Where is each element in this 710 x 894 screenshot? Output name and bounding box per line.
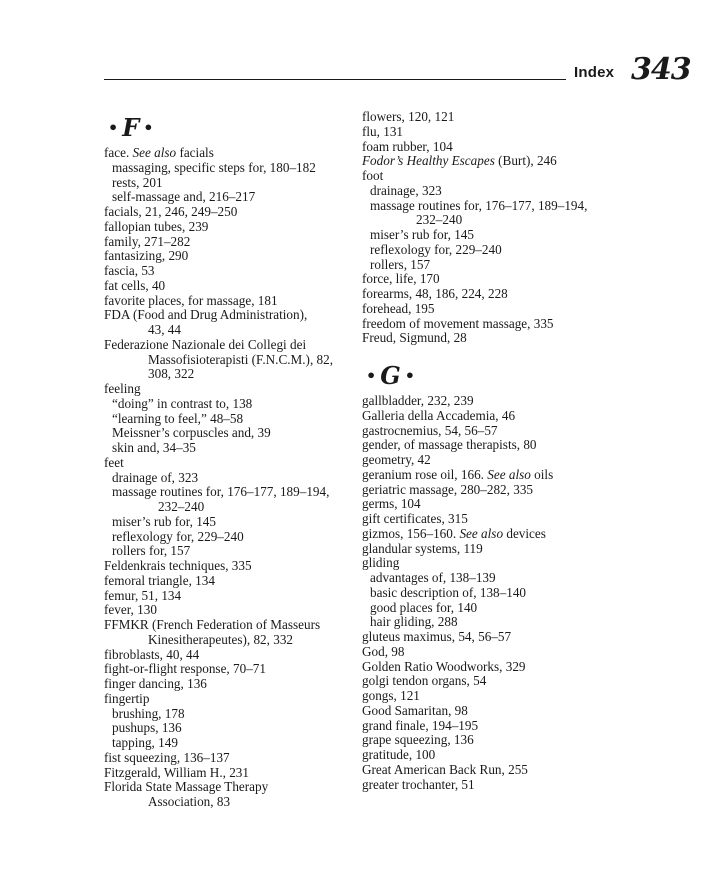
entry-text: fat cells, 40 (104, 277, 166, 293)
entry-text: miser’s rub for, 145 (112, 513, 216, 529)
entry-text: Freud, Sigmund, 28 (362, 330, 467, 346)
index-entry (362, 512, 627, 527)
index-entry (104, 249, 369, 264)
entry-text: geometry, 42 (362, 452, 431, 467)
entry-text: oils (530, 466, 554, 482)
index-entry (104, 677, 369, 692)
entry-text: feeling (104, 381, 141, 396)
index-entry-list (362, 394, 627, 792)
index-subentry (104, 412, 369, 427)
entry-text: Great American Back Run, 255 (362, 761, 528, 777)
entry-text: rollers for, 157 (112, 543, 191, 559)
index-entry (362, 169, 627, 184)
index-entry (362, 778, 627, 793)
index-entry (362, 733, 627, 748)
entry-text: facials, 21, 246, 249–250 (104, 204, 238, 219)
entry-text: Federazione Nazionale dei Collegi dei (104, 336, 307, 352)
entry-text: force, life, 170 (362, 271, 440, 287)
index-entry (104, 766, 369, 781)
index-entry-list (362, 110, 627, 346)
entry-text: FFMKR (French Federation of Masseurs (104, 617, 321, 632)
entry-text: foot (362, 168, 384, 183)
entry-text: Meissner’s corpuscles and, 39 (112, 425, 271, 441)
index-entry (362, 272, 627, 287)
index-entry (104, 308, 369, 338)
index-entry-list (104, 146, 369, 810)
index-entry (104, 382, 369, 397)
entry-text: See also (487, 466, 531, 482)
entry-text: golgi tendon organs, 54 (362, 673, 487, 689)
entry-text: fever, 130 (104, 602, 157, 618)
entry-text: See also (132, 145, 177, 160)
index-entry (104, 264, 369, 279)
entry-text: fight-or-flight response, 70–71 (104, 661, 266, 677)
heading-bullet: • (404, 366, 415, 385)
index-entry (362, 154, 627, 169)
entry-text: drainage of, 323 (112, 469, 199, 485)
entry-text: Good Samaritan, 98 (362, 702, 468, 718)
index-entry (362, 453, 627, 468)
index-subentry (104, 530, 369, 545)
index-column-left (104, 110, 369, 810)
entry-text: grape squeezing, 136 (362, 732, 474, 748)
entry-continuation: 308, 322 (148, 366, 195, 382)
index-entry (104, 692, 369, 707)
entry-text: fist squeezing, 136–137 (104, 749, 230, 765)
entry-text: geriatric massage, 280–282, 335 (362, 481, 534, 497)
index-entry (362, 704, 627, 719)
entry-text: God, 98 (362, 643, 405, 659)
index-entry (104, 146, 369, 161)
index-entry (362, 331, 627, 346)
index-entry (362, 438, 627, 453)
index-entry (362, 302, 627, 317)
entry-text: forearms, 48, 186, 224, 228 (362, 286, 508, 301)
index-entry (362, 110, 627, 125)
index-entry (104, 618, 369, 648)
index-entry (362, 689, 627, 704)
entry-text: tapping, 149 (112, 735, 178, 750)
index-entry (362, 660, 627, 675)
index-subentry (362, 258, 627, 273)
heading-letter: G (380, 361, 401, 390)
header-rule (104, 79, 566, 80)
page-number: 343 (631, 52, 691, 87)
entry-text: feet (104, 454, 124, 470)
entry-text: skin and, 34–35 (112, 440, 196, 455)
index-entry (362, 287, 627, 302)
entry-continuation: Kinesitherapeutes), 82, 332 (148, 631, 294, 647)
index-subentry (362, 601, 627, 616)
index-entry (104, 780, 369, 810)
entry-text: fantasizing, 290 (104, 248, 189, 264)
entry-text: fibroblasts, 40, 44 (104, 646, 200, 662)
entry-text: (Burt), 246 (494, 153, 557, 169)
index-entry (362, 125, 627, 140)
entry-text: Feldenkrais techniques, 335 (104, 558, 252, 573)
index-subentry (104, 426, 369, 441)
index-entry (362, 497, 627, 512)
index-subentry (104, 515, 369, 530)
entry-text: flu, 131 (362, 123, 404, 139)
entry-text: gongs, 121 (362, 688, 420, 703)
index-entry (362, 483, 627, 498)
entry-continuation: Association, 83 (148, 794, 231, 809)
index-entry (104, 589, 369, 604)
entry-text: face. (104, 145, 133, 160)
index-entry (104, 338, 369, 382)
index-subentry (362, 615, 627, 630)
entry-text: gallbladder, 232, 239 (362, 393, 474, 408)
entry-continuation: 232–240 (158, 499, 205, 514)
index-entry (104, 205, 369, 220)
entry-text: reflexology for, 229–240 (112, 528, 244, 544)
entry-text: gastrocnemius, 54, 56–57 (362, 422, 498, 438)
index-entry (104, 574, 369, 589)
index-subentry (104, 544, 369, 559)
index-entry (104, 235, 369, 250)
header-label: Index (574, 64, 615, 81)
entry-text: gift certificates, 315 (362, 511, 468, 526)
entry-text: gender, of massage therapists, 80 (362, 437, 537, 453)
entry-continuation: 43, 44 (148, 322, 181, 337)
heading-bullet: • (143, 118, 154, 137)
entry-text: basic description of, 138–140 (370, 584, 527, 600)
index-entry (362, 748, 627, 763)
section-heading-g (362, 358, 627, 394)
index-entry (104, 648, 369, 663)
entry-text: Galleria della Accademia, 46 (362, 407, 516, 423)
index-subentry (104, 471, 369, 486)
index-subentry (104, 721, 369, 736)
entry-text: forehead, 195 (362, 300, 435, 316)
entry-text: miser’s rub for, 145 (370, 227, 474, 242)
index-subentry (104, 176, 369, 191)
entry-text: See also (459, 525, 504, 541)
index-entry (104, 662, 369, 677)
index-subentry (362, 199, 627, 229)
index-subentry (362, 586, 627, 601)
entry-text: massage routines for, 176–177, 189–194, (370, 197, 588, 213)
entry-text: fingertip (104, 690, 150, 706)
entry-text: femur, 51, 134 (104, 587, 182, 603)
entry-text: brushing, 178 (112, 705, 185, 721)
entry-continuation: 232–240 (416, 212, 463, 228)
entry-text: femoral triangle, 134 (104, 572, 215, 588)
entry-text: drainage, 323 (370, 182, 442, 198)
index-entry (362, 645, 627, 660)
index-subentry (104, 441, 369, 456)
entry-text: advantages of, 138–139 (370, 570, 496, 585)
index-entry (362, 719, 627, 734)
index-column-right (362, 110, 627, 792)
entry-text: finger dancing, 136 (104, 676, 207, 691)
index-entry (362, 394, 627, 409)
entry-text: pushups, 136 (112, 720, 182, 736)
entry-text: glandular systems, 119 (362, 540, 483, 556)
entry-text: reflexology for, 229–240 (370, 241, 502, 257)
entry-text: grand finale, 194–195 (362, 717, 479, 733)
index-subentry (362, 243, 627, 258)
index-subentry (362, 184, 627, 199)
index-entry (104, 456, 369, 471)
entry-text: “learning to feel,” 48–58 (112, 410, 244, 426)
index-entry (362, 674, 627, 689)
index-subentry (362, 228, 627, 243)
index-entry (362, 542, 627, 557)
index-subentry (362, 571, 627, 586)
index-subentry (104, 707, 369, 722)
index-entry (104, 220, 369, 235)
index-subentry (104, 736, 369, 751)
entry-text: fascia, 53 (104, 263, 155, 278)
entry-text: Golden Ratio Woodworks, 329 (362, 658, 526, 674)
page-header (104, 52, 694, 90)
entry-text: good places for, 140 (370, 599, 478, 615)
entry-text: rollers, 157 (370, 256, 431, 272)
entry-text: gluteus maximus, 54, 56–57 (362, 629, 512, 644)
entry-text: facials (176, 145, 214, 160)
entry-text: hair gliding, 288 (370, 614, 458, 630)
entry-text: gratitude, 100 (362, 747, 436, 762)
entry-text: self-massage and, 216–217 (112, 189, 256, 205)
entry-text: rests, 201 (112, 174, 163, 190)
entry-text: freedom of movement massage, 335 (362, 315, 554, 331)
index-subentry (104, 161, 369, 176)
entry-text: fallopian tubes, 239 (104, 218, 209, 234)
index-entry (362, 527, 627, 542)
index-entry (362, 317, 627, 332)
index-entry (104, 559, 369, 574)
section-heading-f (104, 110, 369, 146)
index-entry (104, 603, 369, 618)
index-subentry (104, 485, 369, 515)
entry-text: foam rubber, 104 (362, 138, 453, 154)
index-entry (362, 763, 627, 778)
entry-text: greater trochanter, 51 (362, 776, 475, 792)
entry-text: gizmos, 156–160. (362, 525, 460, 541)
entry-text: geranium rose oil, 166. (362, 466, 488, 482)
index-entry (362, 468, 627, 483)
entry-continuation: Massofisioterapisti (F.N.C.M.), 82, (148, 351, 334, 367)
heading-bullet: • (108, 118, 119, 137)
entry-text: Fitzgerald, William H., 231 (104, 764, 249, 780)
entry-text: massage routines for, 176–177, 189–194, (112, 484, 330, 500)
entry-text: germs, 104 (362, 496, 421, 512)
entry-text: Florida State Massage Therapy (104, 779, 269, 795)
entry-text: flowers, 120, 121 (362, 109, 455, 124)
entry-text: favorite places, for massage, 181 (104, 292, 278, 308)
index-subentry (104, 190, 369, 205)
index-entry (362, 409, 627, 424)
index-entry (362, 424, 627, 439)
heading-bullet: • (366, 366, 377, 385)
entry-text: Fodor’s Healthy Escapes (362, 153, 495, 169)
index-entry (104, 751, 369, 766)
entry-text: devices (503, 525, 546, 541)
index-entry (362, 556, 627, 571)
index-entry (362, 140, 627, 155)
index-subentry (104, 397, 369, 412)
entry-text: “doing” in contrast to, 138 (112, 395, 253, 411)
entry-text: family, 271–282 (104, 233, 191, 249)
heading-letter: F (122, 113, 140, 142)
entry-text: massaging, specific steps for, 180–182 (112, 159, 316, 175)
index-entry (362, 630, 627, 645)
entry-text: FDA (Food and Drug Administration), (104, 307, 308, 323)
entry-text: gliding (362, 555, 400, 571)
index-entry (104, 294, 369, 309)
index-entry (104, 279, 369, 294)
